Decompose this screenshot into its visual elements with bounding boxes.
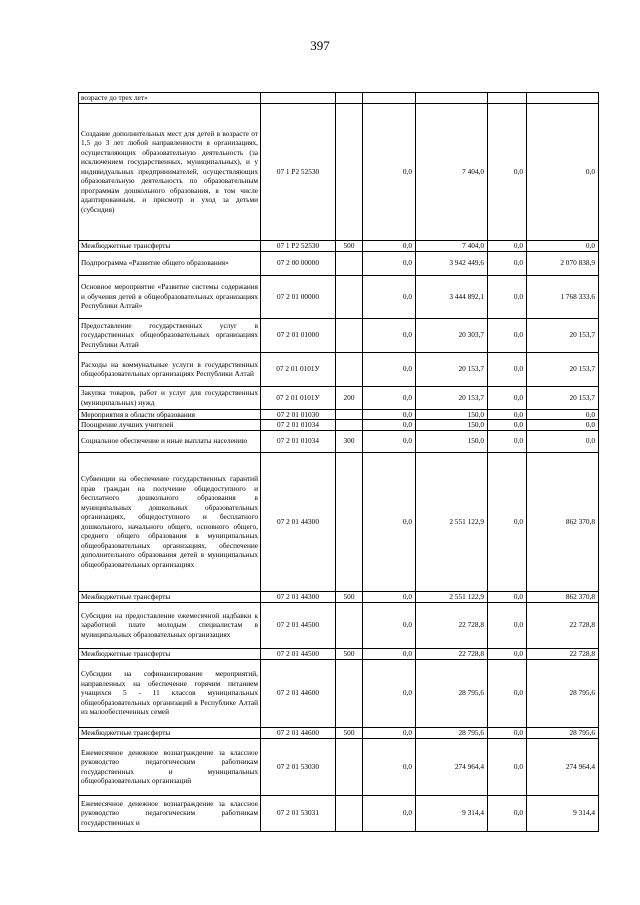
row-value-cell: 2 551 122,9: [416, 452, 488, 591]
row-value-cell: 20 303,7: [416, 318, 488, 352]
table-row: [79, 352, 599, 386]
table-row: [79, 275, 599, 318]
row-name-cell: Закупка товаров, работ и услуг для государственных (муниципальных) нужд: [79, 386, 261, 409]
row-name-cell: Межбюджетные трансферты: [79, 240, 261, 251]
row-code-cell: 07 2 01 0101У: [261, 386, 336, 409]
row-code-cell: 07 2 01 53031: [261, 795, 336, 831]
table-body: [79, 93, 599, 832]
row-name-cell: Расходы на коммунальные услуги в государственных общеобразовательных организациях Республики Алтай: [79, 352, 261, 386]
row-value-cell: 0,0: [488, 386, 527, 409]
row-value-cell: 0,0: [363, 591, 416, 602]
row-name-cell: Предоставление государственных услуг в государственных общеобразовательных организациях Республики Алтай: [79, 318, 261, 352]
row-value-cell: 0,0: [527, 240, 599, 251]
row-code-cell: 07 2 01 01034: [261, 430, 336, 452]
row-name-cell: Субвенции на обеспечение государственных гарантий прав граждан на получение общедоступного и бесплатного дошкольного образования в муниципальных дошкольных образовательных организациях, общедоступного и бесплатного дошкольного, начального общего, основного общего, среднего общего образования в муниципальных общеобразовательных организациях, обеспечение дополнительного образования детей в муниципальных общеобразовательных организациях: [79, 452, 261, 591]
row-value-cell: 0,0: [488, 795, 527, 831]
row-value-cell: 0,0: [363, 409, 416, 420]
table-row: [79, 795, 599, 831]
row-expense-type-cell: 500: [336, 648, 363, 659]
row-value-cell: 0,0: [363, 602, 416, 648]
row-code-cell: 07 2 01 44300: [261, 452, 336, 591]
row-value-cell: 0,0: [363, 452, 416, 591]
row-value-cell: 0,0: [363, 659, 416, 727]
row-value-cell: 3 942 449,6: [416, 251, 488, 275]
row-value-cell: 1 768 333,6: [527, 275, 599, 318]
row-value-cell: 150,0: [416, 430, 488, 452]
row-expense-type-cell: 500: [336, 591, 363, 602]
table-row: [79, 602, 599, 648]
table-row: [79, 386, 599, 409]
row-code-cell: 07 2 01 44500: [261, 648, 336, 659]
row-value-cell: 20 153,7: [527, 318, 599, 352]
row-code-cell: 07 2 01 01034: [261, 420, 336, 431]
table-row: [79, 738, 599, 795]
row-value-cell: 22 728,8: [527, 602, 599, 648]
table-row: [79, 591, 599, 602]
row-value-cell: 0,0: [488, 409, 527, 420]
row-value-cell: 0,0: [488, 659, 527, 727]
row-value-cell: 0,0: [363, 318, 416, 352]
row-value-cell: 0,0: [488, 318, 527, 352]
row-value-cell: 0,0: [488, 602, 527, 648]
table-row: [79, 103, 599, 240]
table-row: [79, 659, 599, 727]
row-value-cell: 0,0: [488, 452, 527, 591]
row-name-cell: Поощрение лучших учителей: [79, 420, 261, 431]
row-name-cell: Ежемесячное денежное вознаграждение за классное руководство педагогическим работникам государственных и: [79, 795, 261, 831]
row-code-cell: 07 2 01 44500: [261, 602, 336, 648]
row-value-cell: 0,0: [488, 727, 527, 738]
row-value-cell: 0,0: [527, 103, 599, 240]
row-value-cell: 20 153,7: [527, 386, 599, 409]
row-value-cell: [527, 93, 599, 104]
row-value-cell: 0,0: [363, 727, 416, 738]
row-value-cell: 862 370,8: [527, 452, 599, 591]
row-expense-type-cell: [336, 409, 363, 420]
row-value-cell: 28 795,6: [527, 727, 599, 738]
row-name-cell: Субсидии на предоставление ежемесячной надбавки к заработной плате молодым специалистам в муниципальных образовательных организациях: [79, 602, 261, 648]
row-value-cell: 0,0: [363, 386, 416, 409]
row-code-cell: 07 2 01 00000: [261, 275, 336, 318]
row-value-cell: 0,0: [363, 420, 416, 431]
row-name-cell: Основное мероприятие «Развитие системы содержания и обучения детей в общеобразовательных организациях Республики Алтай»: [79, 275, 261, 318]
table-row: [79, 727, 599, 738]
row-value-cell: 7 404,0: [416, 240, 488, 251]
row-value-cell: 0,0: [488, 103, 527, 240]
row-expense-type-cell: [336, 251, 363, 275]
row-code-cell: 07 2 00 00000: [261, 251, 336, 275]
row-value-cell: 0,0: [527, 420, 599, 431]
row-name-cell: Ежемесячное денежное вознаграждение за классное руководство педагогическим работникам государственных и муниципальных общеобразовательных организаций: [79, 738, 261, 795]
row-name-cell: Социальное обеспечение и иные выплаты населению: [79, 430, 261, 452]
row-expense-type-cell: [336, 659, 363, 727]
row-expense-type-cell: [336, 352, 363, 386]
row-expense-type-cell: [336, 275, 363, 318]
table-row: [79, 430, 599, 452]
row-expense-type-cell: [336, 318, 363, 352]
row-code-cell: 07 2 01 0101У: [261, 352, 336, 386]
table-row: [79, 648, 599, 659]
table-row: [79, 420, 599, 431]
row-name-cell: Подпрограмма «Развитие общего образования»: [79, 251, 261, 275]
row-value-cell: 0,0: [363, 251, 416, 275]
row-value-cell: [488, 93, 527, 104]
row-value-cell: 0,0: [527, 409, 599, 420]
row-expense-type-cell: [336, 452, 363, 591]
table-row: [79, 251, 599, 275]
row-expense-type-cell: 200: [336, 386, 363, 409]
row-value-cell: 150,0: [416, 409, 488, 420]
row-code-cell: 07 2 01 01000: [261, 318, 336, 352]
row-value-cell: 0,0: [363, 795, 416, 831]
row-name-cell: возрасте до трех лет»: [79, 93, 261, 104]
row-value-cell: 28 795,6: [416, 727, 488, 738]
row-value-cell: 0,0: [488, 420, 527, 431]
row-value-cell: 0,0: [363, 103, 416, 240]
table-row: [79, 452, 599, 591]
page-number: 397: [310, 38, 330, 53]
row-value-cell: 28 795,6: [527, 659, 599, 727]
row-name-cell: Мероприятия в области образования: [79, 409, 261, 420]
row-value-cell: 0,0: [363, 240, 416, 251]
row-code-cell: 07 2 01 44600: [261, 659, 336, 727]
table-row: [79, 409, 599, 420]
row-value-cell: 7 404,0: [416, 103, 488, 240]
row-value-cell: 28 795,6: [416, 659, 488, 727]
row-name-cell: Межбюджетные трансферты: [79, 648, 261, 659]
row-value-cell: 150,0: [416, 420, 488, 431]
row-value-cell: 9 314,4: [416, 795, 488, 831]
row-value-cell: 2 070 838,9: [527, 251, 599, 275]
row-value-cell: 20 153,7: [416, 352, 488, 386]
row-expense-type-cell: [336, 420, 363, 431]
row-value-cell: [363, 93, 416, 104]
row-expense-type-cell: [336, 738, 363, 795]
row-value-cell: 0,0: [488, 738, 527, 795]
table-row: [79, 318, 599, 352]
row-value-cell: 0,0: [363, 275, 416, 318]
row-value-cell: 0,0: [363, 738, 416, 795]
row-value-cell: 3 444 892,1: [416, 275, 488, 318]
row-value-cell: 0,0: [488, 352, 527, 386]
row-expense-type-cell: [336, 795, 363, 831]
row-value-cell: 22 728,8: [416, 602, 488, 648]
row-value-cell: [416, 93, 488, 104]
row-code-cell: 07 1 P2 52530: [261, 103, 336, 240]
row-name-cell: Межбюджетные трансферты: [79, 727, 261, 738]
row-code-cell: 07 1 P2 52530: [261, 240, 336, 251]
row-value-cell: 0,0: [488, 240, 527, 251]
row-value-cell: 22 728,8: [416, 648, 488, 659]
row-code-cell: 07 2 01 01030: [261, 409, 336, 420]
row-code-cell: 07 2 01 44300: [261, 591, 336, 602]
row-value-cell: 0,0: [488, 591, 527, 602]
row-code-cell: 07 2 01 44600: [261, 727, 336, 738]
row-expense-type-cell: 500: [336, 727, 363, 738]
row-expense-type-cell: 300: [336, 430, 363, 452]
row-value-cell: 0,0: [363, 352, 416, 386]
row-expense-type-cell: [336, 103, 363, 240]
row-value-cell: 9 314,4: [527, 795, 599, 831]
row-name-cell: Субсидии на софинансирование мероприятий, направленных на обеспечение горячим питанием учащихся 5 - 11 классов муниципальных общеобразовательных организаций в Республике Алтай из малообеспеченных семей: [79, 659, 261, 727]
row-value-cell: 22 728,8: [527, 648, 599, 659]
row-value-cell: 0,0: [488, 648, 527, 659]
table-row: [79, 93, 599, 104]
budget-table: [78, 92, 599, 832]
table-row: [79, 240, 599, 251]
row-code-cell: 07 2 01 53030: [261, 738, 336, 795]
row-code-cell: [261, 93, 336, 104]
row-value-cell: 0,0: [527, 430, 599, 452]
row-value-cell: 274 964,4: [527, 738, 599, 795]
row-value-cell: 0,0: [363, 430, 416, 452]
row-value-cell: 0,0: [488, 275, 527, 318]
row-value-cell: 2 551 122,9: [416, 591, 488, 602]
row-value-cell: 20 153,7: [527, 352, 599, 386]
row-value-cell: 0,0: [488, 430, 527, 452]
row-value-cell: 20 153,7: [416, 386, 488, 409]
row-name-cell: Межбюджетные трансферты: [79, 591, 261, 602]
row-expense-type-cell: [336, 602, 363, 648]
row-value-cell: 0,0: [363, 648, 416, 659]
row-expense-type-cell: 500: [336, 240, 363, 251]
row-name-cell: Создание дополнительных мест для детей в возрасте от 1,5 до 3 лет любой направленности в организациях, осуществляющих образовательную деятельность (за исключением государственных, муниципальных), и у индивидуальных предпринимателей, осуществляющих образовательную деятельность по образовательным программам дошкольного образования, в том числе адаптированным, и присмотр и уход за детьми (субсидия): [79, 103, 261, 240]
row-value-cell: 862 370,8: [527, 591, 599, 602]
row-value-cell: 0,0: [488, 251, 527, 275]
row-expense-type-cell: [336, 93, 363, 104]
row-value-cell: 274 964,4: [416, 738, 488, 795]
